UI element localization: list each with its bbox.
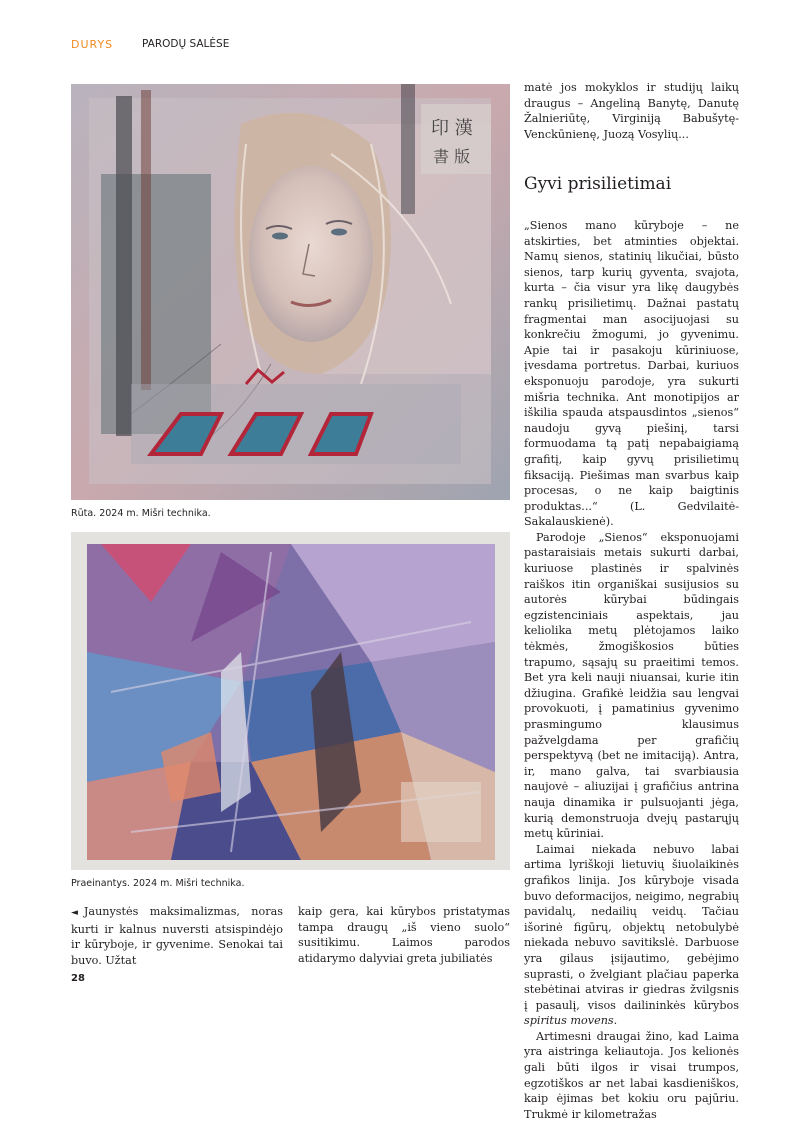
magazine-brand: DURYS [71,38,114,51]
intro-continuation [524,80,739,142]
paragraph-style-end: . [613,1014,618,1028]
bottom-column-2 [298,904,510,966]
bottom-column-1-text [71,904,283,968]
paragraph-style [524,842,739,1029]
paragraph-style-emphasis: spiritus movens [524,1014,614,1028]
artwork-ruta [71,84,510,500]
artwork-praeinantys [71,532,510,870]
paragraph-travel: Artimesni draugai žino, kad Laima yra aistringa keliautoja. Jos kelionės gali būti ilgos ir visai trumpos, egzotiškos ar net labai kasdieniškos, kaip ėjimas bet kokiu oru pajūriu. Trukmė ir kilometražas [524,1029,739,1121]
svg-text:印 漢: 印 漢 [431,118,473,139]
intro-continuation-text: matė jos mokyklos ir studijų laikų draugus – Angeliną Banytę, Danutę Žalnieriūtę, Virginiją Babušytę-Venckūnienę, Juozą Vosylių... [524,81,739,141]
artist-quote: „Sienos mano kūryboje – ne atskirties, bet atminties objektai. Namų sienos, statinių likučiai, būsto sienos, tarp kurių gyventa, svajota, kurta – čia visur yra likę daugybės rankų prisilietimų. Dažnai pastatų fragmentai man asocijuojasi su konkrečiu žmogumi, jo gyvenimu. Apie tai ir pasakoju kūriniuose, įvesdama portretus. Darbai, kuriuos eksponuoju parodoje, yra sukurti mišria technika. Ant monotipijos ar iškilia spauda atspausdintos „sienos“ naudoju gyvą piešinį, tarsi formuodama tą patį nepabaigiamą grafitį, kaip gyvų prisilietimų fiksaciją. Piešimas man svarbus kaip procesas, o ne kaip baigtinis produktas...“ (L. Gedvilaitė-Sakalauskienė). [524,219,739,529]
bottom-column-1-body: Jaunystės maksimalizmas, noras kurti ir kalnus nuversti atsispindėjo ir kūryboje, ir gyvenime. Senokai tai buvo. Užtat [71,905,283,967]
paragraph-style-text: Laimai niekada nebuvo labai artima lyriškoji lietuvių šiuolaikinės grafikos linija. Jos kūryboje visada buvo deformacijos, neigimo, negrabių pavidalų, nedailių veidų. Tačiau išorinė figūrų, objektų netobulybė niekada nebuvo savitikslė. Darbuose yra gilaus įsijautimo, gebėjimo suprasti, o žvelgiant plačiau paperka stebėtinai atviras ir giedras žvilgsnis į pasaulį, visos dailininkės kūrybos [524,842,739,1012]
figure-caption-2: Praeinantys. 2024 m. Mišri technika. [71,878,245,889]
bottom-column-1 [71,904,283,968]
figure-caption-1: Rūta. 2024 m. Mišri technika. [71,508,211,519]
bottom-column-2-text: kaip gera, kai kūrybos pristatymas tampa draugų „iš vieno suolo“ susitikimu. Laimos parodos atidarymo dalyviai greta jubiliatės [298,905,510,965]
right-column-body [524,218,739,1122]
svg-text:書 版: 書 版 [433,147,471,166]
section-heading: Gyvi prisilietimai [524,174,672,194]
paragraph-exhibition: Parodoje „Sienos“ eksponuojami pastaraisiais metais sukurti darbai, kuriuose plastinės ir spalvinės raiškos itin organiškai susijusios su autorės kūrybai būdingais egzistenciniais aspektais, jau keliolika metų plėtojamos laiko tėkmės, žmogiškosios būties trapumo, sąsajų su praeitimi temos. Bet yra keli nauji niuansai, kurie itin džiugina. Grafikė leidžia sau lengvai provokuoti, į pamatinius gyvenimo prasmingumo klausimus pažvelgdama per grafičių perspektyvą (bet ne imitaciją). Antra, ir, mano galva, tai svarbiausia naujovė – aliuzijai į grafičius antrina nauja dinamika ir pulsuojanti jėga, kurią demonstruoja dvejų pastarųjų metų kūriniai. [524,530,739,841]
page-number: 28 [71,973,85,984]
left-arrow-icon: ◄ [71,908,78,918]
artwork-praeinantys-image [71,532,510,870]
section-title: PARODŲ SALĖSE [142,38,230,50]
artwork-ruta-image [71,84,510,500]
